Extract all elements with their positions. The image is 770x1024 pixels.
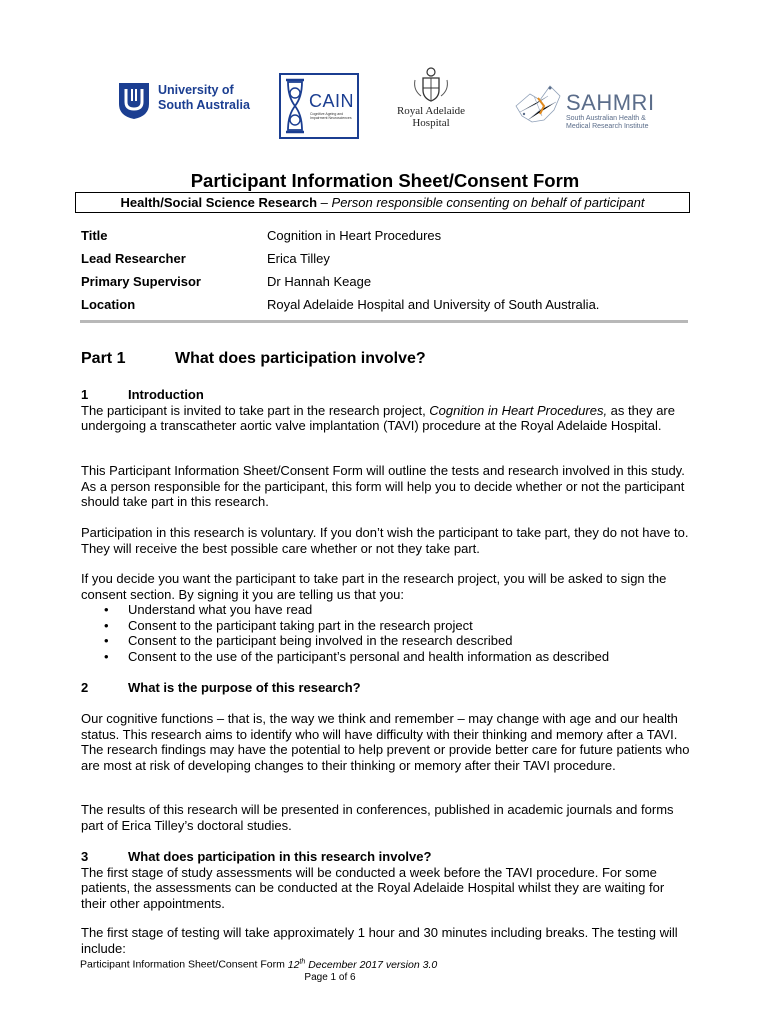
section-number: 1 — [81, 387, 89, 402]
hourglass-icon — [283, 77, 307, 135]
info-row-lead-researcher — [81, 250, 691, 273]
section-title: What does participation in this research involve? — [128, 849, 432, 864]
info-value: Cognition in Heart Procedures — [267, 228, 442, 243]
footer-day-suffix: th — [299, 958, 306, 965]
text-run: The participant is invited to take part in the research project, — [81, 402, 430, 418]
info-label: Location — [81, 297, 136, 312]
cain-wordmark: CAIN — [309, 91, 355, 111]
footer-version: December 2017 version 3.0 — [305, 958, 438, 971]
page-footer — [80, 958, 437, 971]
rah-line2: Hospital — [412, 117, 450, 129]
cain-logo — [279, 73, 359, 139]
info-row-title — [81, 227, 691, 250]
document-title: Participant Information Sheet/Consent Form — [190, 170, 580, 191]
sahmri-wordmark: SAHMRI — [566, 90, 655, 115]
part-title: What does participation involve? — [175, 350, 426, 367]
consent-list — [81, 602, 691, 664]
info-label: Lead Researcher — [81, 251, 186, 266]
sahmri-logo — [510, 76, 660, 136]
section-heading — [81, 680, 691, 696]
rah-line1: Royal Adelaide — [396, 105, 466, 117]
paragraph — [81, 403, 691, 434]
sahmri-map-icon — [510, 76, 572, 136]
list-item: • Consent to the use of the participant’s personal and health information as described — [81, 649, 691, 665]
section-divider — [80, 320, 688, 323]
sahmri-sub2: Medical Research Institute — [566, 123, 649, 130]
banner-audience: Person responsible consenting on behalf of participant — [331, 195, 645, 210]
part-number: Part 1 — [81, 350, 126, 367]
section-number: 3 — [81, 849, 89, 864]
info-row-location — [81, 296, 691, 319]
page-number: Page 1 of 6 — [304, 972, 356, 983]
form-type-banner — [75, 192, 690, 213]
section-heading — [81, 387, 691, 403]
footer-day: 12 — [287, 958, 300, 971]
list-item: • Consent to the participant taking part in the research project — [81, 618, 691, 634]
list-item: • Understand what you have read — [81, 602, 691, 618]
footer-date — [288, 959, 437, 971]
info-label: Primary Supervisor — [81, 274, 201, 289]
text-run: as they are undergoing a transcatheter aortic valve implantation (TAVI) procedure at the Royal Adelaide Hospital. — [81, 402, 675, 433]
sahmri-sub1: South Australian Health & — [566, 115, 646, 122]
paragraph: The results of this research will be presented in conferences, published in academic journals and forms part of Erica Tilley’s doctoral studies. — [81, 802, 674, 833]
section-title: What is the purpose of this research? — [128, 680, 361, 695]
info-value: Royal Adelaide Hospital and University of South Australia. — [267, 297, 600, 312]
part-heading — [81, 350, 426, 368]
consent-block — [81, 571, 691, 664]
study-info-table — [81, 227, 691, 319]
paragraph: The first stage of testing will take approximately 1 hour and 30 minutes including breaks. The testing will include: — [81, 925, 678, 956]
info-value: Dr Hannah Keage — [267, 274, 372, 289]
crest-icon — [411, 66, 451, 102]
sahmri-subtitle — [566, 115, 648, 131]
study-name: Cognition in Heart Procedures, — [429, 402, 608, 418]
section-introduction — [81, 387, 691, 434]
paragraph: If you decide you want the participant to take part in the research project, you will be asked to sign the consent section. By signing it you are telling us that you: — [81, 571, 667, 602]
banner-dash: – — [317, 195, 332, 210]
info-value: Erica Tilley — [267, 251, 330, 266]
unisa-line2: South Australia — [158, 98, 250, 112]
section-purpose-heading — [81, 680, 691, 696]
section-participation — [81, 849, 691, 911]
banner-category: Health/Social Science Research — [120, 195, 318, 210]
info-label: Title — [81, 228, 108, 243]
unisa-logo — [118, 80, 263, 124]
footer-text: Participant Information Sheet/Consent Form — [80, 958, 288, 971]
list-item: • Consent to the participant being involved in the research described — [81, 633, 691, 649]
cain-subtitle: Cognitive Ageing and Impairment Neurosciences — [310, 112, 352, 120]
unisa-line1: University of — [158, 83, 234, 97]
section-number: 2 — [81, 680, 89, 695]
section-heading — [81, 849, 691, 865]
paragraph: Participation in this research is voluntary. If you don’t wish the participant to take part, they do not have to. They will receive the best possible care whether or not they take part. — [81, 525, 689, 556]
section-title: Introduction — [128, 387, 204, 402]
paragraph: The first stage of study assessments will be conducted a week before the TAVI procedure. For some patients, the assessments can be conducted at the Royal Adelaide Hospital whilst they are waiting for their other appointments. — [81, 864, 665, 911]
paragraph: This Participant Information Sheet/Consent Form will outline the tests and research involved in this study. As a person responsible for the participant, this form will help you to decide whether or not the participant should take part in this research. — [81, 463, 685, 509]
info-row-primary-supervisor — [81, 273, 691, 296]
rah-logo — [390, 66, 472, 136]
unisa-shield-icon — [118, 82, 150, 120]
paragraph: Our cognitive functions – that is, the way we think and remember – may change with age and our health status. This research aims to identify who will have difficulty with their thinking and memory after a TAVI. The research findings may have the potential to help prevent or provide better care for future patients who are most at risk of developing changes to their thinking or memory after their TAVI procedure. — [81, 711, 690, 773]
